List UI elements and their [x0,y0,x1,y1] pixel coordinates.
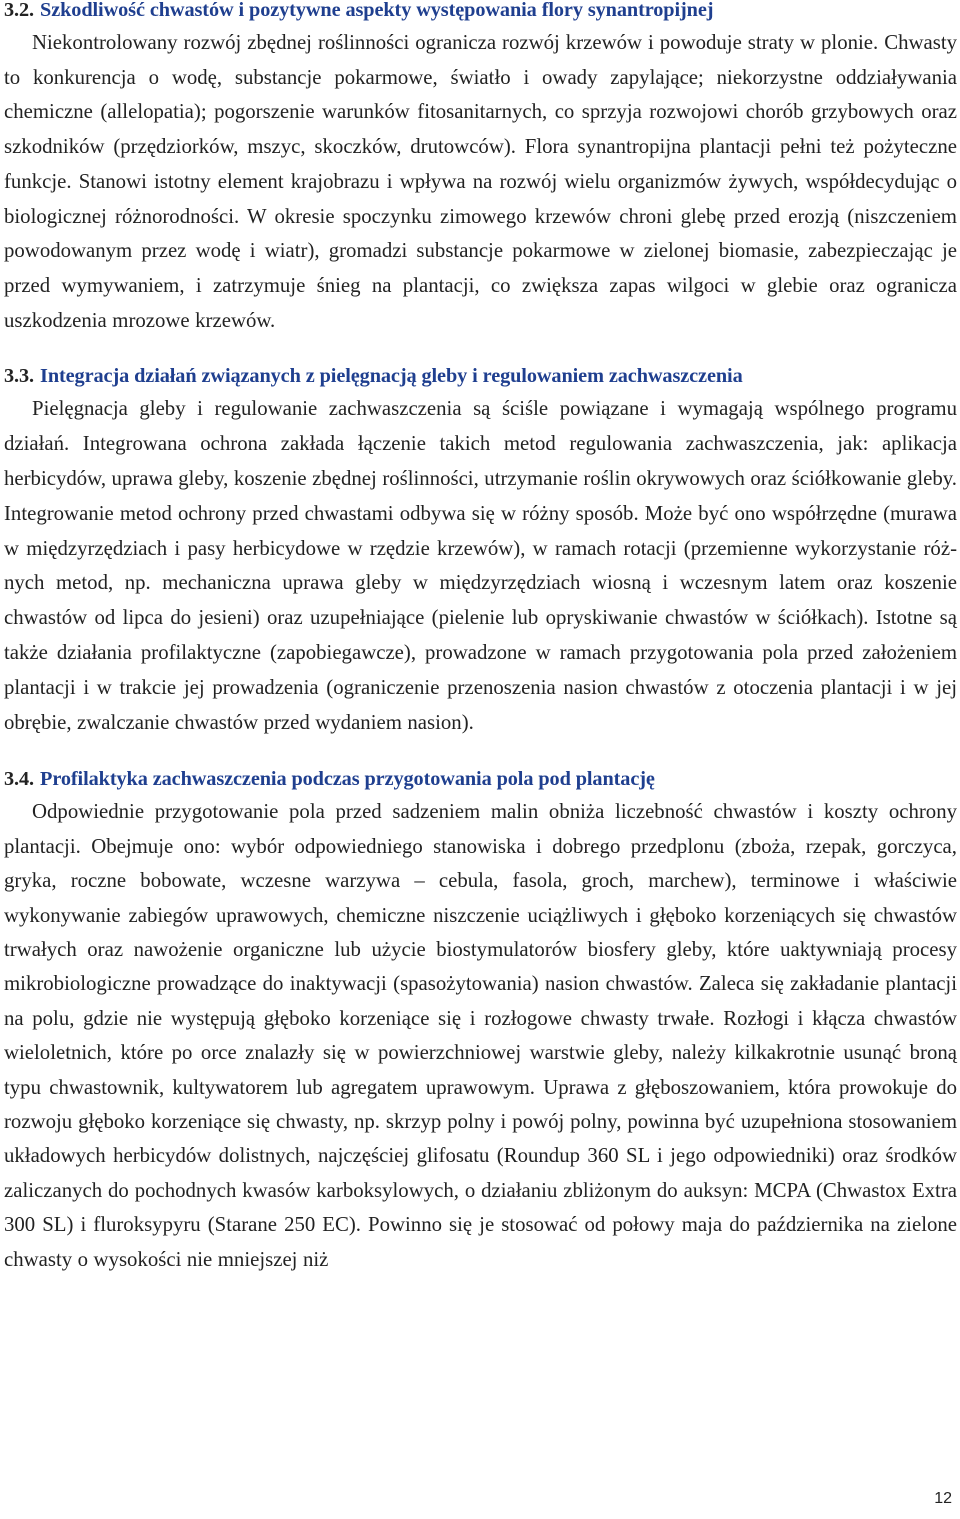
page-number: 12 [934,1490,952,1507]
section-body: Niekontrolowany rozwój zbędnej roślinności ogranicza rozwój krzewów i powoduje straty w plonie. Chwasty to konkurencja o wodę, substancje pokarmowe, światło i owady zapylające; niekorzystne oddziaływania chemiczne (allelopatia); pogorszenie warunków fitosanitarnych, co sprzyja rozwojowi chorób grzybowych oraz szkodników (przędziorków, mszyc, skoczków, drutowców). Flora synantropijna plantacji pełni też pożyteczne funkcje. Stanowi istotny element krajobrazu i wpływa na rozwój wielu organizmów żywych, współdecydując o biologicznej różnorodności. W okresie spoczynku zimowego krzewów chroni glebę przed erozją (niszczeniem powodowanym przez wodę i wiatr), gromadzi substancje pokarmowe w zielonej biomasie, zabezpieczając je przed wymywaniem, i zatrzymuje śnieg na plantacji, co zwiększa zapas wilgoci w glebie oraz ogranicza uszkodzenia mrozowe krzewów. [4,31,957,332]
section-body: Odpowiednie przygotowanie pola przed sadzeniem malin obniża liczebność chwastów i koszty ochrony plantacji. Obejmuje ono: wybór odpowiedniego stanowiska i dobrego przedplonu (zboża, rzepak, gorczyca, gryka, roczne bobowate, wczesne warzywa – cebula, fasola, groch, marchew), terminowe i właściwie wykonywanie zabiegów uprawowych, chemiczne niszczenie uciążliwych i głęboko korzeniących się chwastów trwałych oraz nawożenie organiczne lub użycie biostymulatorów biosfery gleby, które uaktywniają procesy mikrobiologiczne prowadzące do inaktywacji (spasożytowania) nasion chwastów. Zaleca się zakładanie plantacji na polu, gdzie nie występują głęboko korzeniące się i rozłogowe chwasty trwałe. Rozłogi i kłącza chwastów wieloletnich, które po orce znalazły się w powierzchniowej warstwie gleby, należy kilkakrotnie usunąć broną typu chwastownik, kultywatorem lub agregatem uprawowym. Uprawa z głęboszowaniem, która prowokuje do rozwoju głęboko korzeniące się chwasty, np. skrzyp polny i powój polny, powinna być uzupełniona stosowaniem układowych herbicydów dolistnych, najczęściej glifosatu (Roundup 360 SL i jego odpowiedniki) oraz środków zaliczanych do pochodnych kwasów karboksylowych, o działaniu zbliżonym do auksyn: MCPA (Chwastox Extra 300 SL) i fluroksypyru (Starane 250 EC). Powinno się je stosować od połowy maja do października na zielone chwasty o wysokości nie mniejszej niż [4,800,957,1271]
section-3-2 [4,0,957,338]
section-title: Profilaktyka zachwaszczenia podczas przygotowania pola pod plantację [40,768,655,791]
section-number: 3.2. [4,0,35,21]
section-title: Integracja działań związanych z pielęgnacją gleby i regulowaniem zachwaszczenia [40,365,743,388]
section-3-3 [4,360,957,740]
section-number: 3.4. [4,768,35,791]
section-title: Szkodliwość chwastów i pozytywne aspekty występowania flory synantropijnej [40,0,714,21]
section-body: Pielęgnacja gleby i regulowanie zachwaszczenia są ściśle powiązane i wymagają wspólnego programu działań. Integrowana ochrona zakłada łączenie takich metod regulowania zachwaszczenia, jak: aplikacja herbicydów, uprawa gleby, koszenie zbędnej roślinności, utrzymanie roślin okrywowych oraz ściółkowanie gleby. Integrowanie metod ochrony przed chwastami odbywa się w różny sposób. Może być ono współrzędne (murawa w międzyrzędziach i pasy herbicydowe w rzędzie krzewów), w ramach rotacji (przemienne wykorzystanie różnych metod, np. mechaniczna uprawa gleby w międzyrzędziach wiosną i wczesnym latem oraz koszenie chwastów od lipca do jesieni) oraz uzupełniające (pielenie lub opryskiwanie chwastów w ściółkach). Istotne są także działania profilaktyczne (zapobiegawcze), prowadzone w ramach przygotowania pola przed założeniem plantacji i w trakcie jej prowadzenia (ograniczenie przenoszenia nasion chwastów z otoczenia plantacji i w jej obrębie, zwalczanie chwastów przed wydaniem nasion). [4,397,957,734]
section-heading [4,763,957,795]
section-heading [4,360,957,392]
section-heading [4,0,957,26]
section-3-4 [4,763,957,1277]
section-number: 3.3. [4,365,35,388]
